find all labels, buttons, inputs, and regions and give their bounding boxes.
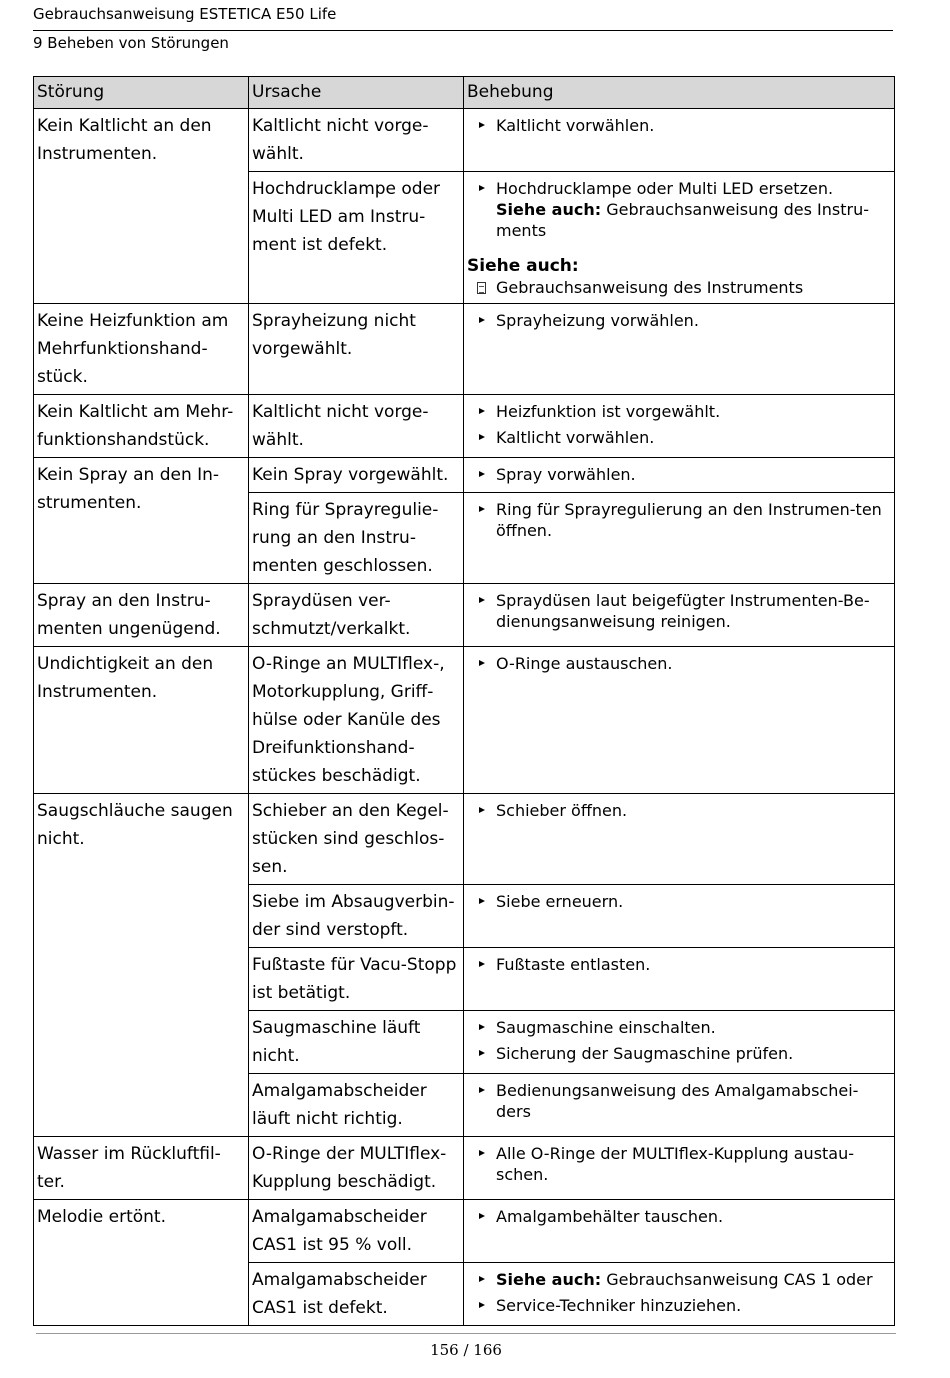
remedy-item [467,1206,890,1227]
table-row [34,1200,895,1263]
remedy-text: Hochdrucklampe oder Multi LED ersetzen. [496,179,834,198]
table-row [34,304,895,395]
remedy-item [467,401,890,422]
remedy-list [467,954,890,975]
see-also-label: Siehe auch: [496,1270,602,1289]
remedy-text: O-Ringe austauschen. [496,654,673,673]
document-icon [477,282,486,294]
remedy-item [467,427,890,448]
remedy-list [467,891,890,912]
fault-cell: Keine Heizfunktion am Mehrfunktionshand-stück. [34,304,249,395]
remedy-text: Fußtaste entlasten. [496,955,651,974]
table-row [34,109,895,172]
table-row [34,584,895,647]
see-also-text: Gebrauchsanweisung des Instru-ments [496,200,869,240]
remedy-cell [464,109,895,172]
cause-cell: Hochdrucklampe oder Multi LED am Instru-ment ist defekt. [249,172,464,304]
remedy-list [467,499,890,541]
column-header-cause: Ursache [249,77,464,109]
remedy-text: Spray vorwählen. [496,465,636,484]
remedy-list [467,1080,890,1122]
remedy-item [467,653,890,674]
remedy-item [467,178,890,241]
section-title: 9 Beheben von Störungen [33,34,229,52]
remedy-cell [464,172,895,304]
footer-divider [36,1333,896,1334]
table-row [34,458,895,493]
remedy-item [467,115,890,136]
remedy-item [467,1080,890,1122]
remedy-text: Sicherung der Saugmaschine prüfen. [496,1044,794,1063]
cause-cell: Amalgamabscheider CAS1 ist 95 % voll. [249,1200,464,1263]
fault-cell: Kein Kaltlicht an den Instrumenten. [34,109,249,304]
fault-cell: Undichtigkeit an den Instrumenten. [34,647,249,794]
page-number: 156 / 166 [430,1341,502,1359]
remedy-list [467,1269,890,1316]
table-row [34,647,895,794]
remedy-list [467,590,890,632]
remedy-text: Spraydüsen laut beigefügter Instrumenten-Be-dienungsanweisung reinigen. [496,591,870,631]
document-title: Gebrauchsanweisung ESTETICA E50 Life [33,5,337,23]
remedy-text: Schieber öffnen. [496,801,628,820]
cause-cell: Kaltlicht nicht vorge-wählt. [249,395,464,458]
remedy-cell [464,1011,895,1074]
cause-cell: Spraydüsen ver-schmutzt/verkalkt. [249,584,464,647]
remedy-text: Gebrauchsanweisung CAS 1 oder [606,1270,873,1289]
fault-cell: Spray an den Instru-menten ungenügend. [34,584,249,647]
cause-cell: Amalgamabscheider läuft nicht richtig. [249,1074,464,1137]
remedy-cell [464,493,895,584]
fault-cell: Wasser im Rückluftfil-ter. [34,1137,249,1200]
remedy-cell [464,1263,895,1326]
table-row [34,395,895,458]
remedy-text: Saugmaschine einschalten. [496,1018,716,1037]
remedy-text: Amalgambehälter tauschen. [496,1207,724,1226]
remedy-list [467,800,890,821]
cause-cell: Sprayheizung nicht vorgewählt. [249,304,464,395]
see-also-heading: Siehe auch: [467,256,579,276]
remedy-item [467,1143,890,1185]
remedy-cell [464,794,895,885]
remedy-list [467,464,890,485]
remedy-item [467,891,890,912]
troubleshooting-table [33,76,895,1326]
cause-cell: Fußtaste für Vacu-Stopp ist betätigt. [249,948,464,1011]
table-row [34,794,895,885]
remedy-text: Kaltlicht vorwählen. [496,428,655,447]
remedy-cell [464,458,895,493]
remedy-item [467,800,890,821]
remedy-item [467,954,890,975]
remedy-list [467,1206,890,1227]
remedy-cell [464,885,895,948]
remedy-list [467,115,890,136]
remedy-item [467,1269,890,1290]
remedy-text: Siebe erneuern. [496,892,624,911]
remedy-cell [464,584,895,647]
column-header-remedy: Behebung [464,77,895,109]
remedy-list [467,653,890,674]
remedy-cell [464,1137,895,1200]
remedy-list [467,1017,890,1064]
table-body [34,109,895,1326]
remedy-item [467,1295,890,1316]
remedy-item [467,1017,890,1038]
cause-cell: Amalgamabscheider CAS1 ist defekt. [249,1263,464,1326]
fault-cell: Kein Spray an den In-strumenten. [34,458,249,584]
document-reference-text: Gebrauchsanweisung des Instruments [496,278,804,297]
remedy-item [467,1043,890,1064]
cause-cell: Schieber an den Kegel-stücken sind geschlos-sen. [249,794,464,885]
remedy-text: Sprayheizung vorwählen. [496,311,699,330]
cause-cell: Saugmaschine läuft nicht. [249,1011,464,1074]
document-reference[interactable] [467,277,890,299]
cause-cell: Kaltlicht nicht vorge-wählt. [249,109,464,172]
fault-cell: Saugschläuche saugen nicht. [34,794,249,1137]
remedy-item [467,464,890,485]
remedy-cell [464,395,895,458]
table-row [34,1137,895,1200]
remedy-text: Bedienungsanweisung des Amalgamabschei-ders [496,1081,859,1121]
remedy-text: Heizfunktion ist vorgewählt. [496,402,721,421]
cause-cell: Siebe im Absaugverbin-der sind verstopft. [249,885,464,948]
remedy-text: Alle O-Ringe der MULTIflex-Kupplung austau-schen. [496,1144,855,1184]
remedy-text: Service-Techniker hinzuziehen. [496,1296,742,1315]
remedy-item [467,590,890,632]
remedy-list [467,310,890,331]
cause-cell: Kein Spray vorgewählt. [249,458,464,493]
remedy-list [467,178,890,241]
see-also-label: Siehe auch: [496,200,602,219]
remedy-list [467,401,890,448]
remedy-text: Ring für Sprayregulierung an den Instrumen-ten öffnen. [496,500,882,540]
remedy-cell [464,1200,895,1263]
remedy-item [467,310,890,331]
cause-cell: Ring für Sprayregulie-rung an den Instru-menten geschlossen. [249,493,464,584]
remedy-cell [464,647,895,794]
column-header-fault: Störung [34,77,249,109]
fault-cell: Kein Kaltlicht am Mehr-funktionshandstück. [34,395,249,458]
fault-cell: Melodie ertönt. [34,1200,249,1326]
table-header-row [34,77,895,109]
remedy-item [467,499,890,541]
remedy-text: Kaltlicht vorwählen. [496,116,655,135]
cause-cell: O-Ringe an MULTIflex-, Motorkupplung, Griff-hülse oder Kanüle des Dreifunktionshand-stückes beschädigt. [249,647,464,794]
remedy-cell [464,1074,895,1137]
remedy-cell [464,948,895,1011]
header-divider [33,30,893,31]
cause-cell: O-Ringe der MULTIflex-Kupplung beschädigt. [249,1137,464,1200]
remedy-list [467,1143,890,1185]
remedy-cell [464,304,895,395]
